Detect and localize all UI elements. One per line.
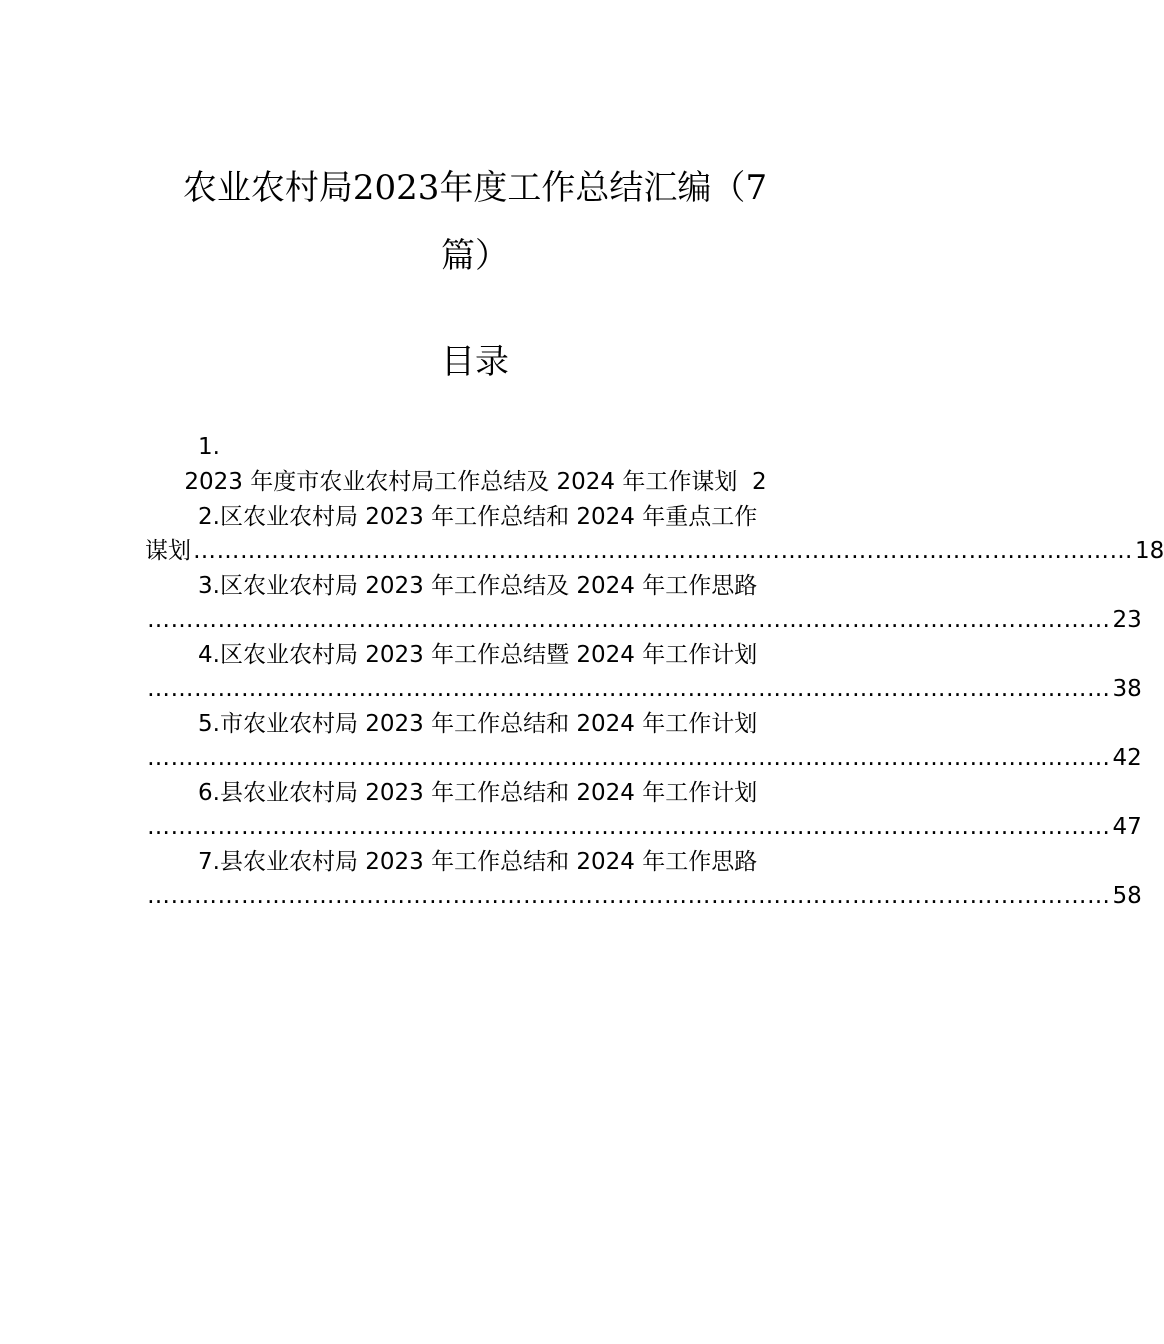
toc-item-7-page: 58 xyxy=(1112,883,1142,909)
dot-leader: …………………………………………………………………………………………………………… xyxy=(147,745,1111,771)
toc-item-3[interactable] xyxy=(145,603,1142,637)
document-title-line-2: 篇） xyxy=(441,236,509,276)
dot-leader: …………………………………………………………………………………………………………… xyxy=(147,883,1111,909)
toc-item-2-line-1[interactable]: 2.区农业农村局 2023 年工作总结和 2024 年重点工作 xyxy=(198,504,758,530)
toc-item-5-page: 42 xyxy=(1112,745,1142,771)
toc-item-6-title[interactable]: 6.县农业农村局 2023 年工作总结和 2024 年工作计划 xyxy=(198,780,758,806)
toc-item-2-title-line-2: 谋划 xyxy=(145,538,191,564)
toc-item-1-title: 2023 年度市农业农村局工作总结及 2024 年工作谋划 xyxy=(184,469,738,495)
toc-item-1-page: 2 xyxy=(751,469,767,495)
toc-item-5[interactable] xyxy=(145,741,1142,775)
title-year: 2023 xyxy=(352,168,440,208)
toc-item-6-page: 47 xyxy=(1112,814,1142,840)
toc-item-1-number[interactable]: 1. xyxy=(198,434,220,460)
toc-item-4[interactable] xyxy=(145,672,1142,706)
toc-item-7[interactable] xyxy=(145,879,1142,913)
title-text-b: 年度工作总结汇编（ xyxy=(439,168,746,208)
toc-item-3-title[interactable]: 3.区农业农村局 2023 年工作总结及 2024 年工作思路 xyxy=(198,573,758,599)
title-text-a: 农业农村局 xyxy=(182,168,353,208)
document-title-line-1 xyxy=(0,168,950,208)
dot-leader: ………………………………………………………………………………………………………… xyxy=(193,538,1133,564)
toc-item-4-page: 38 xyxy=(1112,676,1142,702)
toc-heading: 目录 xyxy=(441,342,509,382)
toc-item-4-title[interactable]: 4.区农业农村局 2023 年工作总结暨 2024 年工作计划 xyxy=(198,642,758,668)
toc-item-2[interactable] xyxy=(145,534,1164,568)
toc-item-5-title[interactable]: 5.市农业农村局 2023 年工作总结和 2024 年工作计划 xyxy=(198,711,758,737)
toc-item-6[interactable] xyxy=(145,810,1142,844)
dot-leader: …………………………………………………………………………………………………………… xyxy=(147,814,1111,840)
dot-leader: …………………………………………………………………………………………………………… xyxy=(147,676,1111,702)
toc-item-3-page: 23 xyxy=(1112,607,1142,633)
title-count: 7 xyxy=(745,168,768,208)
toc-item-7-title[interactable]: 7.县农业农村局 2023 年工作总结和 2024 年工作思路 xyxy=(198,849,758,875)
toc-item-2-page: 18 xyxy=(1135,538,1164,564)
dot-leader: …………………………………………………………………………………………………………… xyxy=(147,607,1111,633)
toc-item-1[interactable] xyxy=(145,465,806,499)
